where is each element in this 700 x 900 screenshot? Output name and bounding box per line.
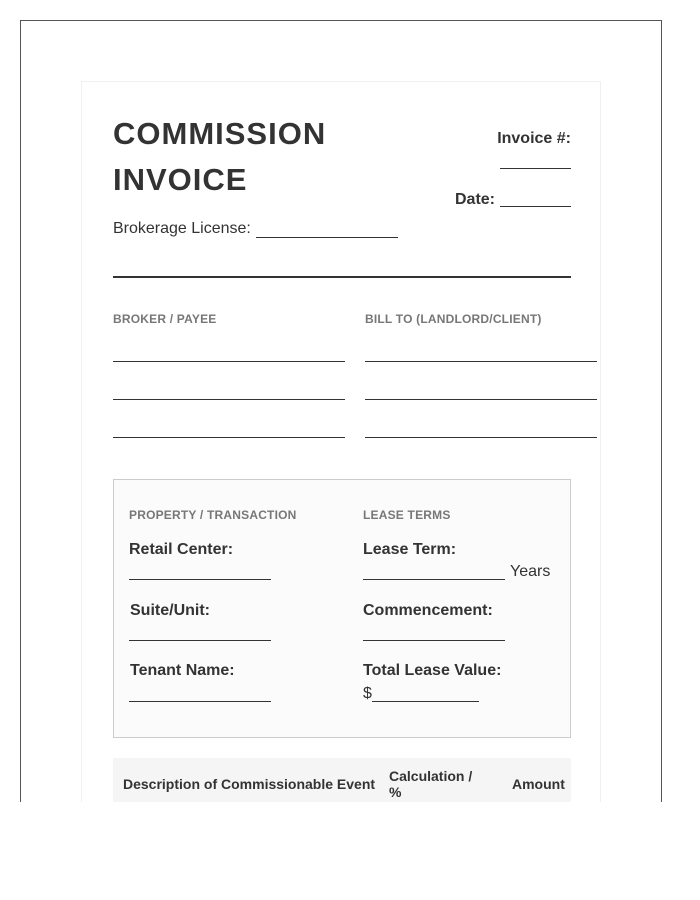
- header-divider: [113, 276, 571, 278]
- tenant-name-label: Tenant Name:: [130, 662, 235, 679]
- lease-term-field[interactable]: [363, 579, 505, 580]
- date-field[interactable]: [500, 206, 571, 207]
- total-lease-value-label: Total Lease Value:: [363, 662, 502, 679]
- bill-to-heading: BILL TO (LANDLORD/CLIENT): [365, 312, 542, 326]
- title-line-2: INVOICE: [113, 162, 248, 197]
- suite-unit-label: Suite/Unit:: [130, 602, 210, 619]
- brokerage-license-field[interactable]: [256, 237, 398, 238]
- title-line-1: COMMISSION: [113, 116, 327, 151]
- col-calculation: Calculation / %: [389, 768, 473, 800]
- transaction-details-box: [113, 479, 571, 738]
- col-amount: Amount: [512, 776, 565, 792]
- lease-term-unit: Years: [510, 563, 551, 580]
- retail-center-field[interactable]: [129, 579, 271, 580]
- invoice-page: [81, 81, 601, 802]
- broker-line-1[interactable]: [113, 361, 345, 362]
- bill-to-line-3[interactable]: [365, 437, 597, 438]
- commencement-label: Commencement:: [363, 602, 493, 619]
- lease-terms-heading: LEASE TERMS: [363, 508, 451, 522]
- col-description: Description of Commissionable Event: [123, 776, 376, 792]
- total-lease-value-field[interactable]: [372, 701, 479, 702]
- broker-payee-heading: BROKER / PAYEE: [113, 312, 217, 326]
- bill-to-line-1[interactable]: [365, 361, 597, 362]
- tenant-name-field[interactable]: [129, 701, 271, 702]
- brokerage-license-label: Brokerage License:: [113, 220, 251, 237]
- broker-line-2[interactable]: [113, 399, 345, 400]
- date-label: Date:: [455, 191, 496, 208]
- broker-line-3[interactable]: [113, 437, 345, 438]
- commencement-field[interactable]: [363, 640, 505, 641]
- bill-to-line-2[interactable]: [365, 399, 597, 400]
- invoice-number-label: Invoice #:: [497, 130, 571, 147]
- document-frame: [20, 20, 662, 802]
- retail-center-label: Retail Center:: [129, 541, 234, 558]
- property-transaction-heading: PROPERTY / TRANSACTION: [129, 508, 297, 522]
- suite-unit-field[interactable]: [129, 640, 271, 641]
- invoice-number-field[interactable]: [500, 168, 571, 169]
- lease-term-label: Lease Term:: [363, 541, 457, 558]
- commission-table-header: [113, 758, 571, 802]
- currency-symbol: $: [363, 685, 372, 702]
